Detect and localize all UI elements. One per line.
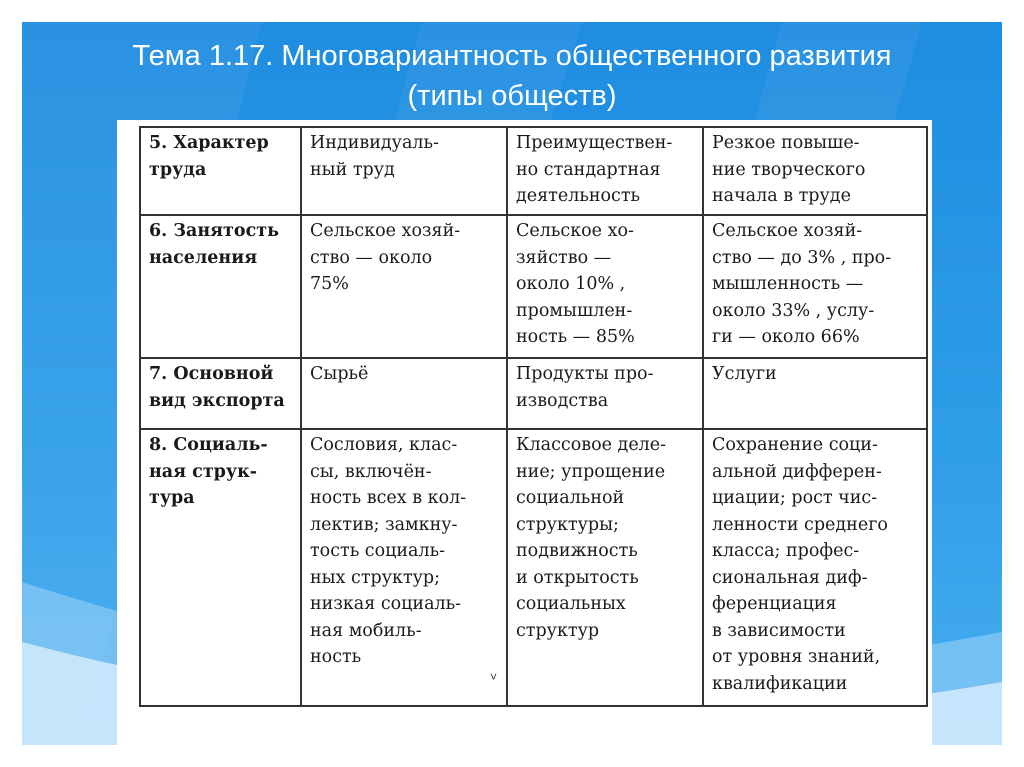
table-cell <box>301 127 507 215</box>
cell-text-line: 8. Социаль- <box>149 435 268 455</box>
table-cell <box>703 215 927 358</box>
cell-text-line: Сословия, клас- <box>310 435 458 455</box>
table-cell <box>507 127 703 215</box>
row-label-cell <box>140 358 301 429</box>
slide-title-line1: Тема 1.17. Многовариантность общественного развития <box>132 40 892 72</box>
cell-text-line: сиональная диф- <box>712 567 868 588</box>
cell-text-line: циации; рост чис- <box>712 488 878 508</box>
cell-text-line: ных структур; <box>310 567 441 588</box>
table-cell <box>301 429 507 706</box>
table-cell <box>703 429 927 706</box>
cell-text-line: ги — около 66% <box>712 327 860 347</box>
table-cell <box>703 127 927 215</box>
cell-text-line: зяйство — <box>516 247 612 268</box>
table-cell <box>507 358 703 429</box>
cell-text-line: тура <box>149 488 195 508</box>
cell-text-line: ный труд <box>310 159 395 180</box>
cell-text-line: ние творческого <box>712 159 866 180</box>
cell-text-line: Сырьё <box>310 364 369 384</box>
row-label-cell <box>140 215 301 358</box>
cell-text-line: 6. Занятость <box>149 221 279 241</box>
cell-text-line: ность всех в кол- <box>310 488 467 508</box>
cell-text-line: структуры; <box>516 514 619 535</box>
cell-text-line: 7. Основной <box>149 364 274 384</box>
cell-text-line: и открытость <box>516 567 639 588</box>
cell-text-line: но стандартная <box>516 159 661 180</box>
row-label-cell <box>140 429 301 706</box>
table-row <box>140 358 927 429</box>
cell-text-line: ние; упрощение <box>516 461 666 482</box>
cell-text-line: Сельское хо- <box>516 221 634 241</box>
cell-text-line: ференциация <box>712 594 837 614</box>
cell-text-line: Услуги <box>712 364 777 384</box>
cell-text-line: промышлен- <box>516 300 633 321</box>
slide-title-line2: (типы обществ) <box>407 80 617 112</box>
society-types-table <box>139 126 928 707</box>
cell-text-line: в зависимости <box>712 620 846 641</box>
cell-text-line: социальной <box>516 488 625 508</box>
cell-text-line: альной дифферен- <box>712 461 882 482</box>
cell-text-line: ность <box>310 647 362 667</box>
cell-text-line: вид экспорта <box>149 390 285 411</box>
cell-text-line: Резкое повыше- <box>712 133 860 153</box>
cell-text-line: мышленность — <box>712 274 864 294</box>
cell-text-line: Индивидуаль- <box>310 133 439 153</box>
cell-text-line: ность — 85% <box>516 327 635 347</box>
scanned-document <box>117 120 932 745</box>
cell-text-line: деятельность <box>516 186 641 206</box>
cell-text-line: около 33% , услу- <box>712 300 875 321</box>
table-cell <box>301 215 507 358</box>
table-row <box>140 127 927 215</box>
table-row <box>140 429 927 706</box>
table-cell <box>301 358 507 429</box>
cell-text-line: начала в труде <box>712 186 851 206</box>
cell-text-line: тость социаль- <box>310 541 446 561</box>
cell-text-line: Продукты про- <box>516 364 654 384</box>
cell-text-line: населения <box>149 247 258 268</box>
cell-text-line: Сельское хозяй- <box>310 221 461 241</box>
table-row <box>140 215 927 358</box>
cell-text-line: ная мобиль- <box>310 620 422 641</box>
cell-text-line: изводства <box>516 390 609 411</box>
cell-text-line: квалификации <box>712 673 848 694</box>
cell-text-line: класса; профес- <box>712 541 860 561</box>
cell-text-line: Сохранение соци- <box>712 435 878 455</box>
cell-text-line: труда <box>149 159 207 180</box>
cell-text-line: Сельское хозяй- <box>712 221 863 241</box>
cell-text-line: ленности среднего <box>712 514 888 535</box>
cell-text-line: структур <box>516 620 600 641</box>
row-label-cell <box>140 127 301 215</box>
cell-text-line: около 10% , <box>516 274 626 294</box>
cell-text-line: 5. Характер <box>149 133 269 153</box>
cell-text-line: лектив; замкну- <box>310 514 458 535</box>
cell-text-line: социальных <box>516 594 626 614</box>
cell-text-line: подвижность <box>516 541 638 561</box>
scan-mark: ˅ <box>490 670 498 684</box>
cell-text-line: от уровня знаний, <box>712 647 881 667</box>
cell-text-line: ство — около <box>310 247 433 268</box>
cell-text-line: ство — до 3% , про- <box>712 247 892 268</box>
table-cell <box>507 429 703 706</box>
slide <box>22 22 1002 745</box>
cell-text-line: Преимуществен- <box>516 133 673 153</box>
cell-text-line: 75% <box>310 274 349 294</box>
table-cell <box>507 215 703 358</box>
cell-text-line: низкая социаль- <box>310 594 462 614</box>
slide-title <box>22 36 1002 116</box>
cell-text-line: ная струк- <box>149 461 258 482</box>
cell-text-line: Классовое деле- <box>516 435 667 455</box>
table-cell <box>703 358 927 429</box>
cell-text-line: сы, включён- <box>310 461 432 482</box>
